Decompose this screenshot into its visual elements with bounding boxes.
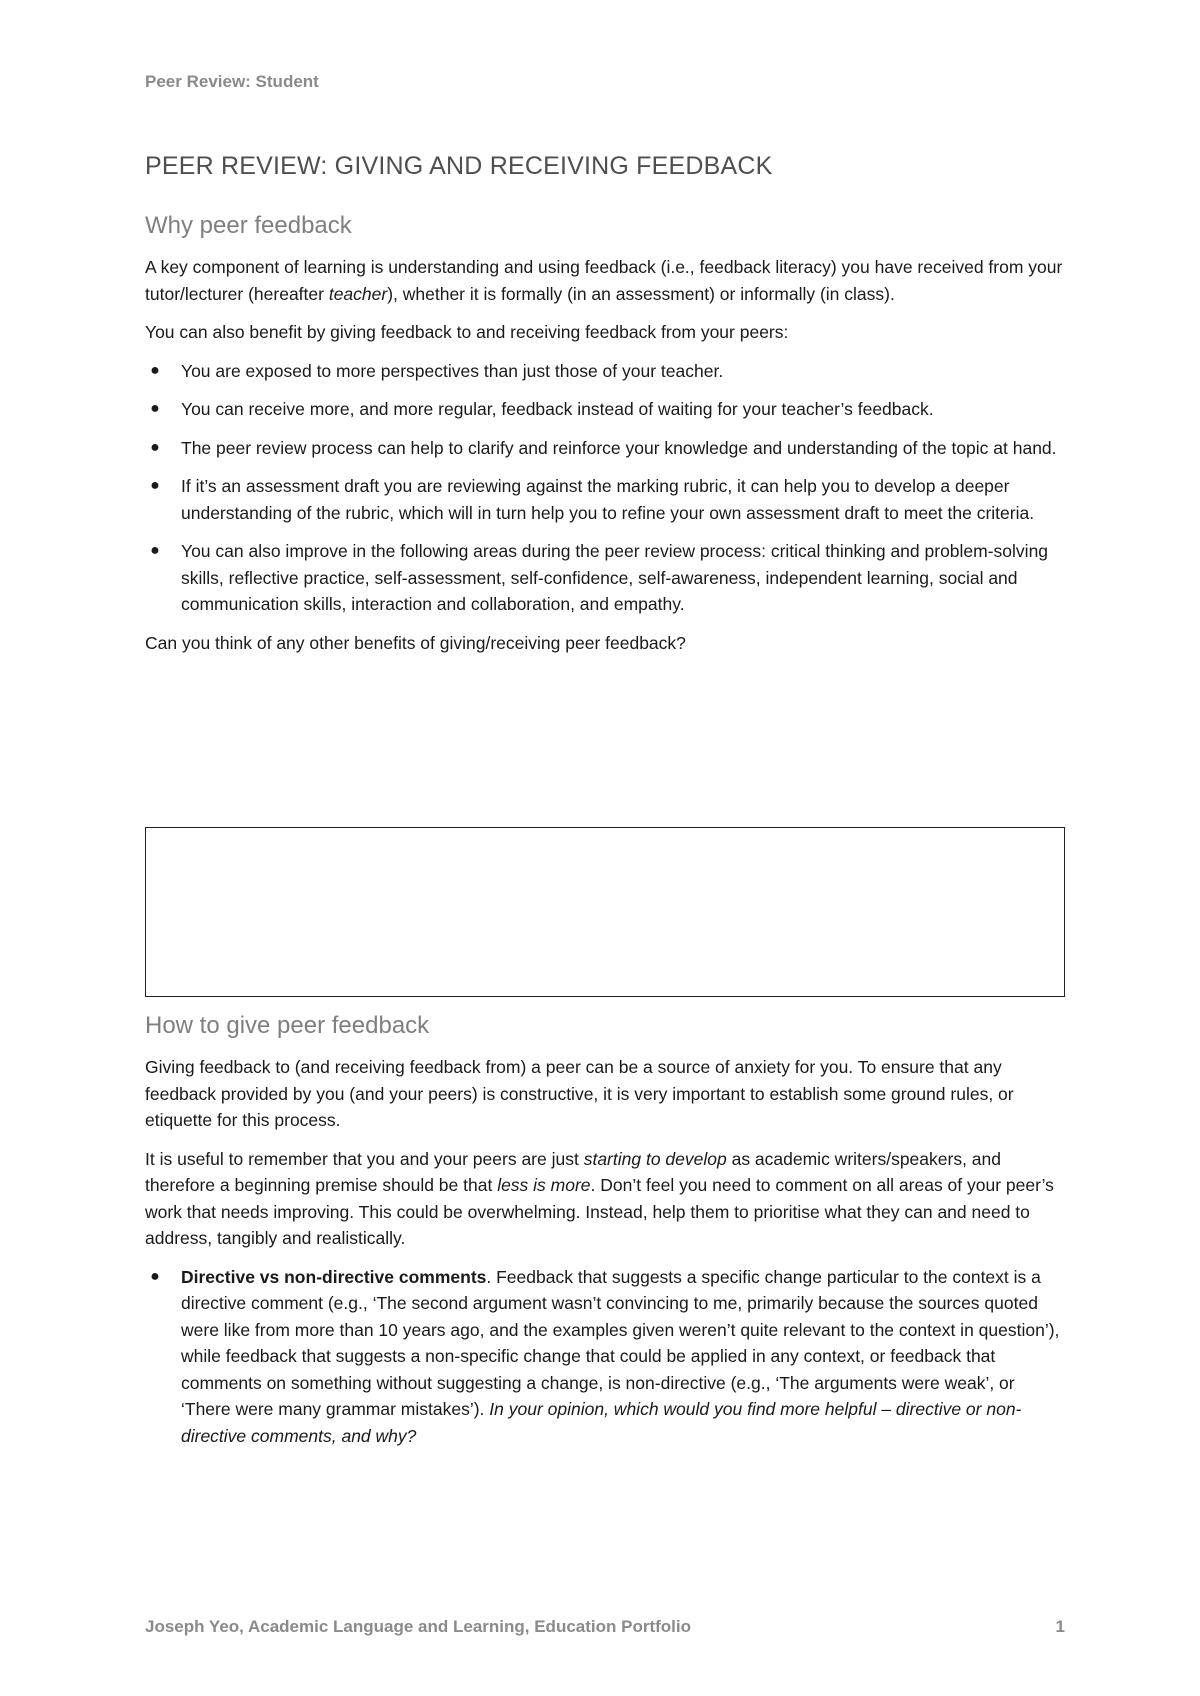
list-item [145, 1264, 1065, 1450]
paragraph-emphasis: teacher [328, 283, 388, 304]
question-other-benefits: Can you think of any other benefits of giving/receiving peer feedback? [145, 632, 686, 653]
bullet-icon: ● [150, 361, 160, 379]
bullet-icon: ● [150, 438, 160, 456]
paragraph-feedback-literacy [145, 254, 1065, 307]
paragraph-emphasis: starting to develop [583, 1148, 727, 1169]
list-item-text: You can receive more, and more regular, feedback instead of waiting for your teacher’s feedback. [181, 399, 934, 419]
paragraph-text: It is useful to remember that you and your peers are just [145, 1148, 584, 1169]
bullet-icon: ● [150, 542, 160, 559]
section-how-to-give-feedback [145, 1010, 1065, 1461]
list-item-text: If it’s an assessment draft you are reviewing against the marking rubric, it can help you to develop a deeper understanding of the rubric, which will in turn help you to refine your own assessment draft to meet the criteria. [181, 476, 1035, 523]
list-item-text: You are exposed to more perspectives than just those of your teacher. [181, 360, 724, 381]
bullet-icon: ● [150, 1267, 160, 1285]
running-header: Peer Review: Student [145, 72, 319, 91]
document-title: PEER REVIEW: GIVING AND RECEIVING FEEDBACK [145, 152, 773, 180]
list-item [145, 538, 1065, 618]
section-why-peer-feedback [145, 210, 1065, 668]
bullet-icon: ● [150, 477, 160, 494]
paragraph-anxiety: Giving feedback to (and receiving feedback from) a peer can be a source of anxiety for you. To ensure that any feedback provided by you (and your peers) is constructive, it is very important to establish some ground rules, or etiquette for this process. [145, 1057, 1014, 1130]
list-item-text: . Feedback that suggests a specific change particular to the context is a directive comment (e.g., ‘The second argument wasn’t convincing to me, primarily because the sources quoted were like from more than 10 years ago, and the examples given weren’t quite relevant to the context in question’), while feedback that suggests a non-specific change that could be applied in any context, or feedback that comments on something without suggesting a change, is non-directive (e.g., ‘The arguments were weak’, or ‘There were many grammar mistakes’). [181, 1266, 1060, 1419]
feedback-tips-list [145, 1264, 1065, 1450]
paragraph-emphasis: less is more [497, 1175, 591, 1195]
running-footer: Joseph Yeo, Academic Language and Learning, Education Portfolio [145, 1617, 691, 1636]
bullet-icon: ● [150, 400, 160, 417]
list-item [145, 358, 1065, 385]
paragraph-text: as academic writers/speakers, and therefore a beginning premise should be that [145, 1148, 1002, 1195]
benefits-list [145, 358, 1065, 618]
document-page [145, 0, 1065, 1696]
answer-box[interactable] [145, 827, 1065, 997]
section-heading-why: Why peer feedback [145, 212, 352, 239]
list-item [145, 396, 1065, 423]
paragraph-text: ), whether it is formally (in an assessment) or informally (in class). [387, 283, 895, 304]
list-item [145, 435, 1065, 462]
list-item-text: You can also improve in the following areas during the peer review process: critical thinking and problem-solving skills, reflective practice, self-assessment, self-confidence, self-awareness, independent learning, social and communication skills, interaction and collaboration, and empathy. [181, 541, 1049, 614]
list-item-term: Directive vs non-directive comments [181, 1266, 487, 1287]
list-item [145, 473, 1065, 526]
section-heading-how: How to give peer feedback [145, 1012, 430, 1039]
paragraph-text: A key component of learning is understanding and using feedback (i.e., feedback literacy) you have received from your tutor/lecturer (hereafter [145, 257, 1063, 304]
list-item-question: In your opinion, which would you find more helpful – directive or non-directive comments, and why? [181, 1399, 1022, 1446]
page-number: 1 [1055, 1617, 1065, 1636]
paragraph-less-is-more [145, 1146, 1065, 1252]
paragraph-text: . Don’t feel you need to comment on all areas of your peer’s work that needs improving. This could be overwhelming. Instead, help them to prioritise what they can and need to address, tangibly and realistically. [145, 1175, 1054, 1248]
list-item-text: The peer review process can help to clarify and reinforce your knowledge and understanding of the topic at hand. [181, 437, 1057, 458]
paragraph-benefits-intro: You can also benefit by giving feedback to and receiving feedback from your peers: [145, 322, 789, 342]
